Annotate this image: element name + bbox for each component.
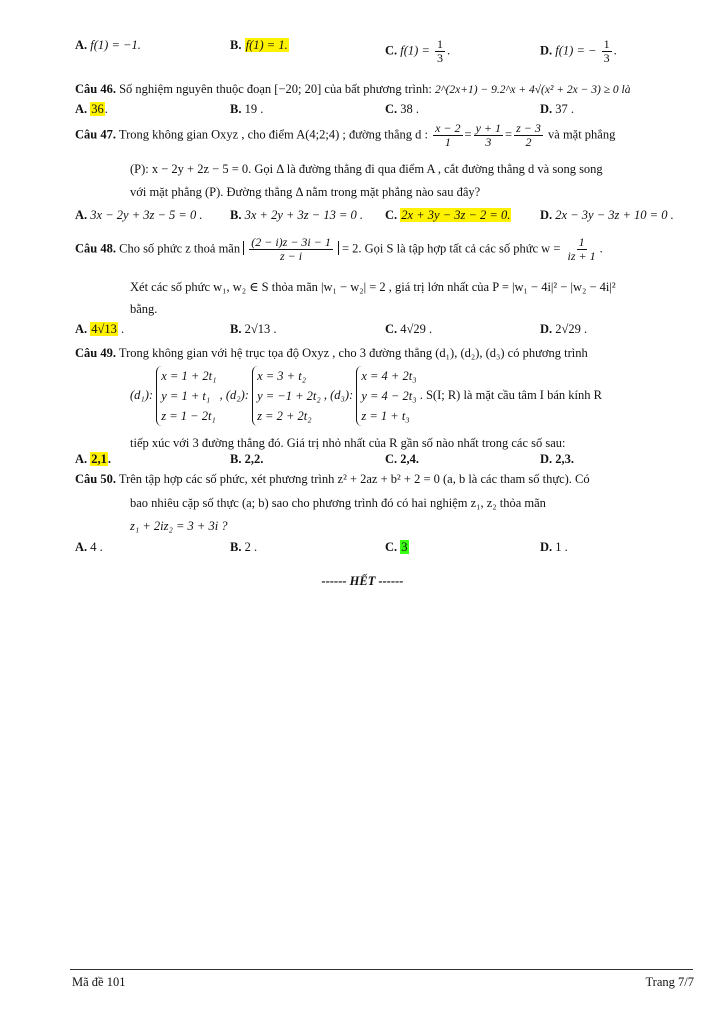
q50-option-a: A. 4 . (75, 540, 103, 554)
q45-option-b: B. f(1) = 1. (230, 38, 288, 52)
fraction: $\frac{y + 1}{3}$ (475, 121, 502, 149)
q47-option-c: C. 2x + 3y − 3z − 2 = 0. (385, 208, 511, 222)
q47-stem-line3: với mặt phẳng (P). Đường thẳng Δ nằm trong mặt phẳng nào sau đây? (130, 185, 481, 199)
fraction: $\frac{z - 3}{2}$ (516, 121, 541, 149)
q49-option-b: B. 2,2. (230, 452, 264, 466)
q46-option-a: A. 36. (75, 102, 108, 116)
q45-option-d: D. f(1) = − $\frac{1}{3}$ . (540, 37, 617, 65)
q46-option-d: D. 37 . (540, 102, 575, 116)
q49-option-a: A. 2,1. (75, 452, 112, 466)
q50-stem-line2: bao nhiêu cặp số thực (a; b) sao cho phương trình đó có hai nghiệm z₁, z₂ thỏa mãn (130, 496, 546, 510)
fraction: $\frac{(2 - i)z - 3i - 1}{z - i}$ (251, 235, 331, 263)
q50-stem-line3: z₁ + 2iz₂ = 3 + 3i ? (130, 519, 228, 533)
d2-system: x = 3 + t₂ y = −1 + 2t₂ z = 2 + 2t₂ (252, 366, 321, 426)
q48-option-b: B. 2√13 . (230, 322, 277, 336)
q49-stem-line1: Câu 49. Trong không gian với hệ trục tọa độ Oxyz , cho 3 đường thẳng (d₁), (d₂), (d₃) có phương trình (75, 346, 588, 360)
q45-option-a: A. f(1) = −1. (75, 38, 141, 52)
fraction: $\frac{1}{3}$ (437, 37, 444, 65)
q48-stem-line1: Câu 48. Cho số phức z thoả mãn $\frac{(2 - i)z - 3i - 1}{z - i}$ = 2. Gọi S là tập hợp tất cả các số phức w = $\frac{1}{iz + 1}$ . (75, 235, 603, 263)
q47-option-b: B. 3x + 2y + 3z − 13 = 0 . (230, 208, 364, 222)
q48-stem-line3: bằng. (130, 302, 158, 316)
d3-system: x = 4 + 2t₃ y = 4 − 2t₃ z = 1 + t₃ (356, 366, 416, 426)
q47-stem-line2: (P): x − 2y + 2z − 5 = 0. Gọi Δ là đường thẳng đi qua điểm A , cắt đường thẳng d và song song (130, 162, 603, 176)
q46-option-b: B. 19 . (230, 102, 264, 116)
q47-stem-line1: Câu 47. Trong không gian Oxyz , cho điểm A(4;2;4) ; đường thẳng d : $\frac{x - 2}{1}$ = $\frac{y + 1}{3}$ = $\frac{z - 3}{2}$ và mặt phẳng (75, 121, 616, 149)
footer-page-number: Trang 7/7 (645, 975, 694, 989)
d1-system: x = 1 + 2t₁ y = 1 + t₁ z = 1 − 2t₁ (156, 366, 216, 426)
fraction: $\frac{1}{3}$ (603, 37, 610, 65)
q47-option-d: D. 2x − 3y − 3z + 10 = 0 . (540, 208, 674, 222)
footer-exam-code: Mã đề 101 (72, 975, 126, 989)
fraction: $\frac{x - 2}{1}$ (435, 121, 461, 149)
q48-option-c: C. 4√29 . (385, 322, 433, 336)
q49-option-c: C. 2,4. (385, 452, 420, 466)
q50-stem-line1: Câu 50. Trên tập hợp các số phức, xét phương trình z² + 2az + b² + 2 = 0 (a, b là các tham số thực). Có (75, 472, 590, 486)
q50-option-d: D. 1 . (540, 540, 568, 554)
q48-option-a: A. 4√13 . (75, 322, 125, 336)
q47-option-a: A. 3x − 2y + 3z − 5 = 0 . (75, 208, 203, 222)
q48-option-d: D. 2√29 . (540, 322, 588, 336)
q49-stem-line3: tiếp xúc với 3 đường thẳng đó. Giá trị nhỏ nhất của R gần số nào nhất trong các số sau: (130, 436, 566, 450)
q46-option-c: C. 38 . (385, 102, 420, 116)
q50-option-b: B. 2 . (230, 540, 258, 554)
fraction: $\frac{1}{iz + 1}$ (567, 235, 596, 263)
absolute-value (243, 235, 339, 263)
footer-divider (70, 969, 693, 970)
q49-option-d: D. 2,3. (540, 452, 575, 466)
q49-systems: (d₁): x = 1 + 2t₁ y = 1 + t₁ z = 1 − 2t₁ , (d₂): x = 3 + t₂ y = −1 + 2t₂ z = 2 + 2t₂ , (d₃): x = 4 + 2t₃ y = 4 − 2t₃ z = 1 + t₃ . S(I; R) là mặt cầu tâm I bán kính R (130, 366, 602, 426)
end-mark: ------ HẾT ------ (321, 574, 404, 588)
q46-stem: Câu 46. Số nghiệm nguyên thuộc đoạn [−20; 20] của bất phương trình: 2^(2x+1) − 9.2^x + 4√(x² + 2x − 3) ≥ 0 là (75, 82, 631, 96)
q50-option-c: C. 3 (385, 540, 408, 554)
q48-stem-line2: Xét các số phức w₁, w₂ ∈ S thỏa mãn |w₁ − w₂| = 2 , giá trị lớn nhất của P = |w₁ − 4i|² − |w₂ − 4i|² (130, 280, 616, 294)
q45-option-c: C. f(1) = $\frac{1}{3}$ . (385, 37, 451, 65)
